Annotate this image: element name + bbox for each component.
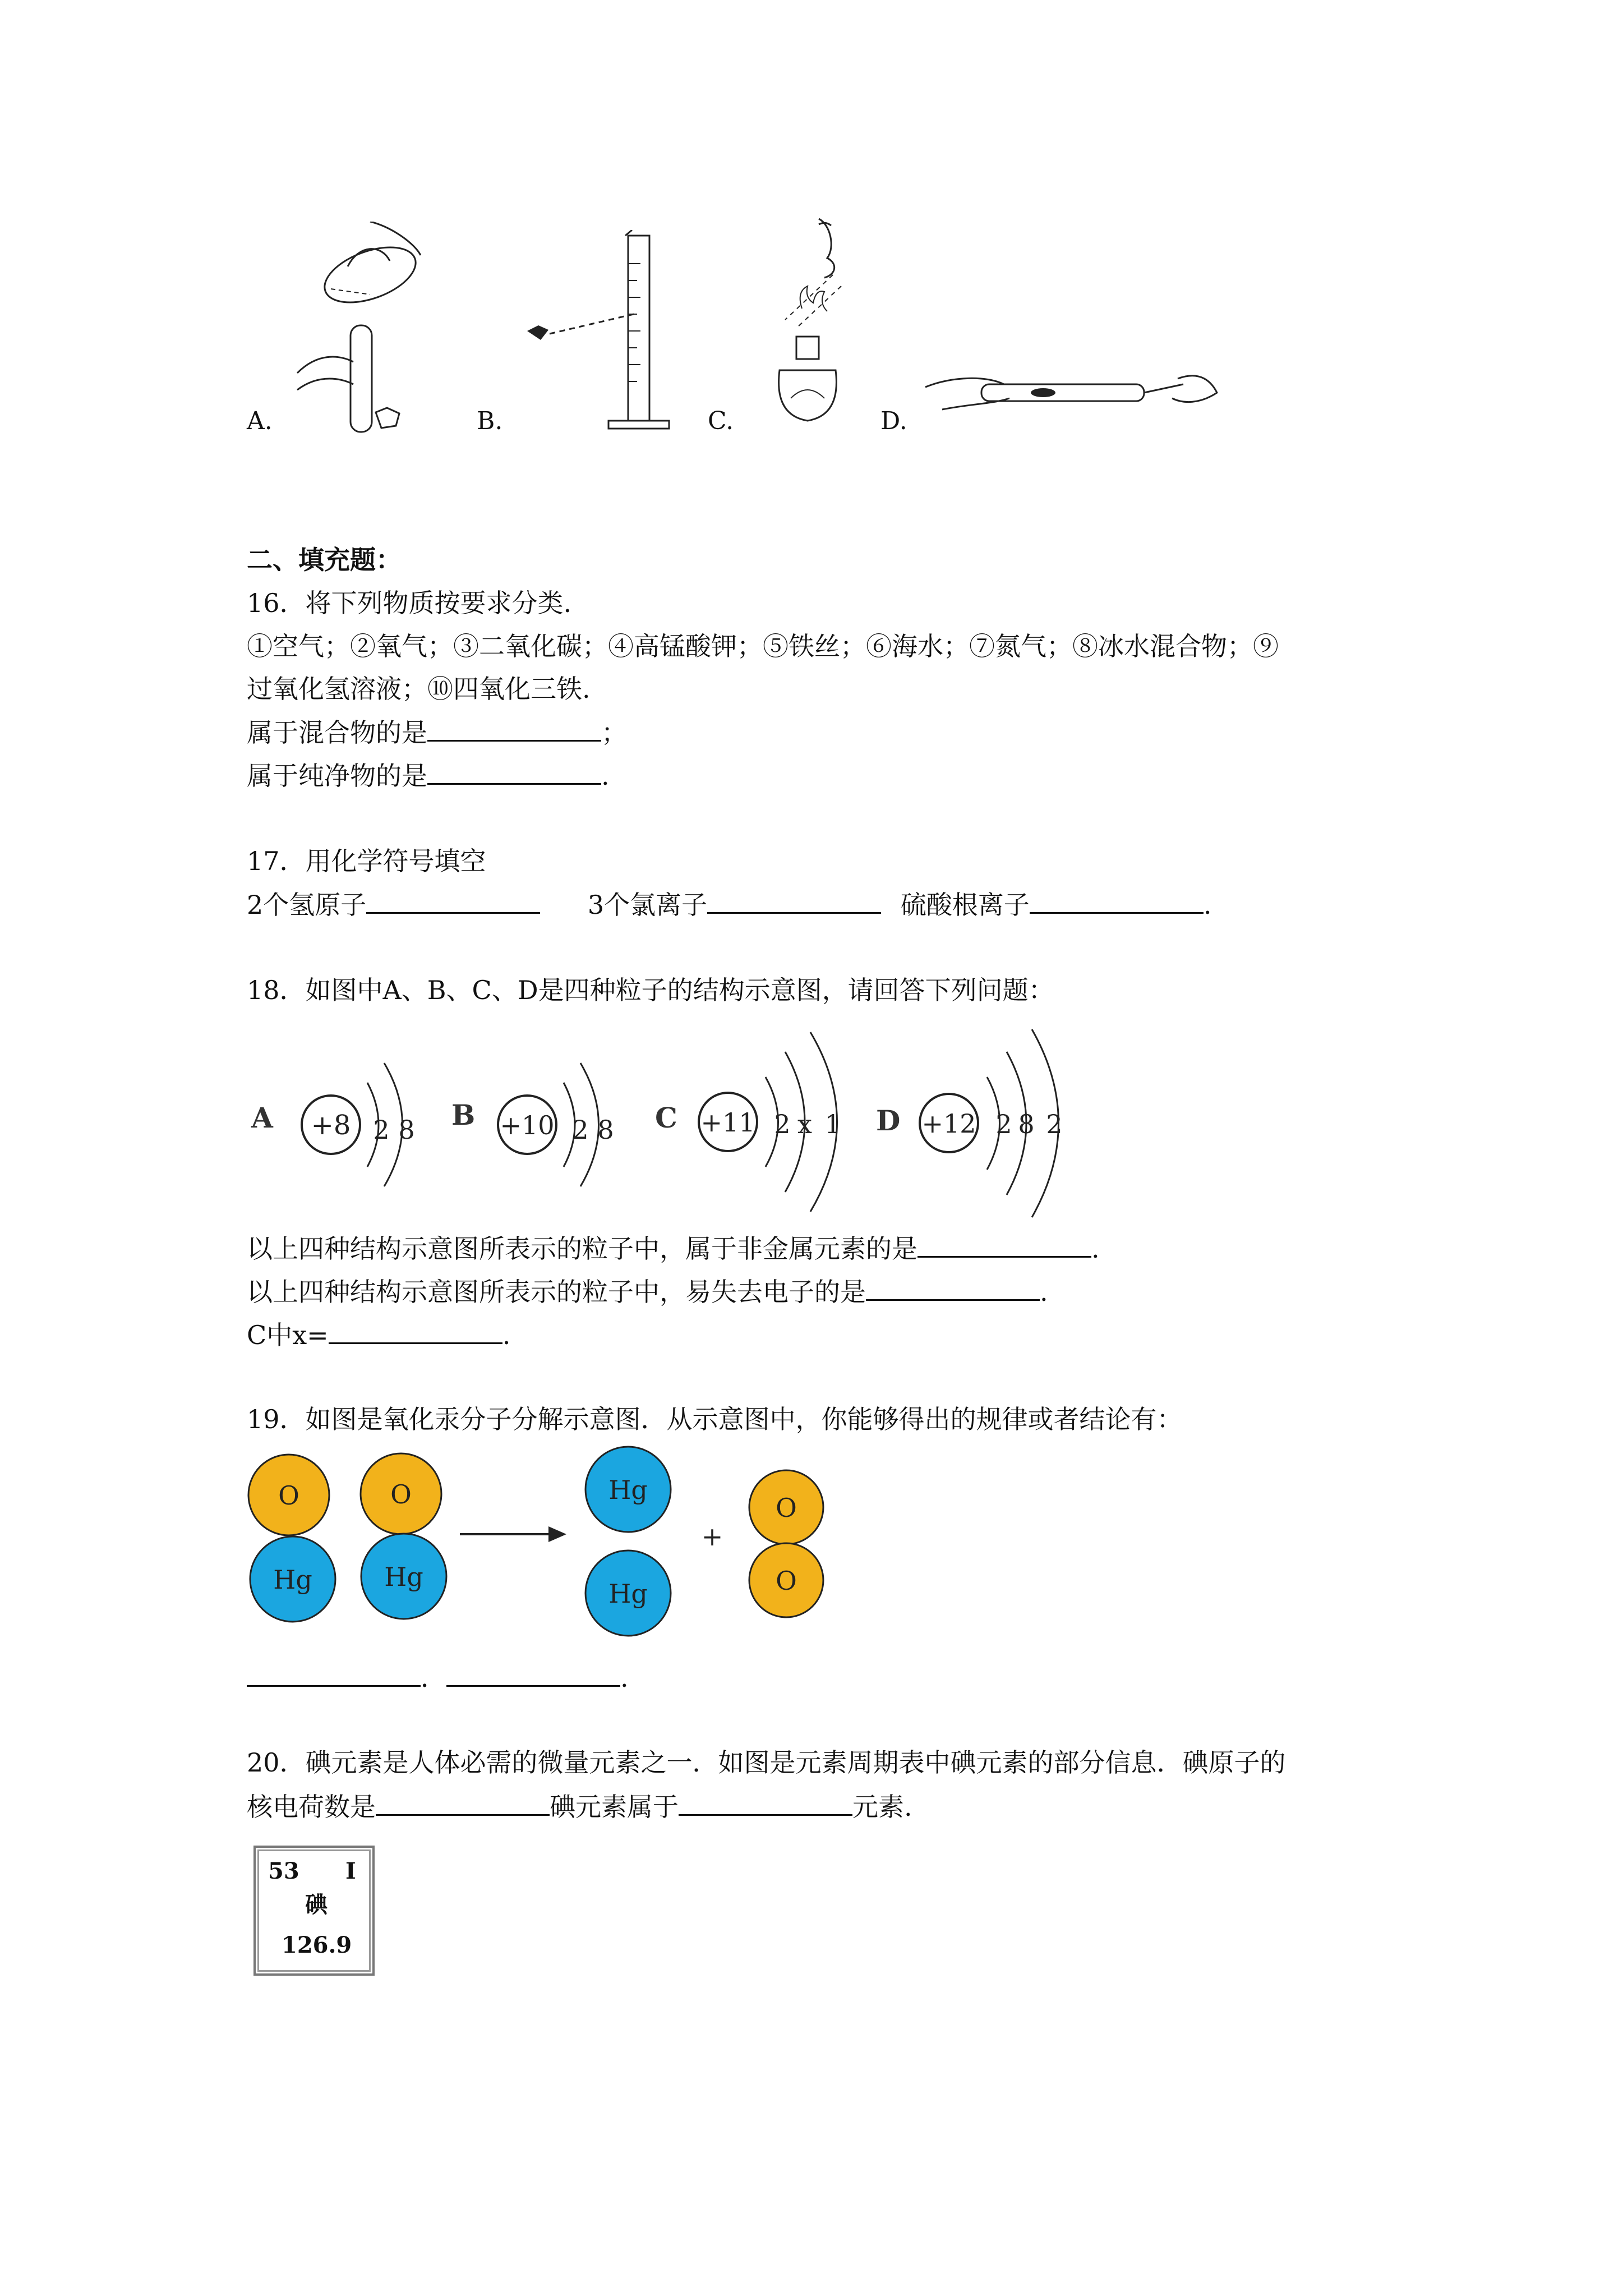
atom-c-shell-2-count: x (797, 1109, 812, 1139)
atom-d-shell-2-count: 8 (1018, 1109, 1035, 1139)
q18-stem: 18．如图中A、B、C、D是四种粒子的结构示意图，请回答下列问题： (247, 975, 1054, 1005)
q16-pure-end: . (601, 761, 610, 791)
iodine-element-card (253, 1846, 375, 1976)
q16-pure-label: 属于纯净物的是 (247, 761, 427, 791)
q16-mixture-row (247, 715, 627, 749)
mercury-atom-label: Hg (608, 1475, 648, 1505)
q18-line3-end: . (502, 1320, 511, 1350)
atom-d-label: D (876, 1104, 901, 1137)
atom-a-shell-2-count: 8 (398, 1115, 415, 1145)
reaction-arrow (460, 1526, 566, 1542)
plus-sign: + (701, 1521, 723, 1552)
q18-line3 (247, 1318, 510, 1352)
section-title: 二、填充题： (247, 545, 402, 575)
option-c-label: C. (708, 407, 734, 435)
q17-part2-label: 3个氯离子 (587, 890, 708, 920)
q18-line3-text: C中x= (247, 1320, 329, 1350)
q18-line2-blank[interactable] (866, 1274, 1040, 1301)
q19-answer-blank-1[interactable] (247, 1660, 421, 1687)
option-b-label: B. (477, 407, 503, 435)
element-atomic-mass: 126.9 (282, 1932, 352, 1958)
q18-line1-blank[interactable] (917, 1231, 1091, 1258)
atom-c-diagram (655, 1032, 841, 1212)
oxygen-atom-label: O (278, 1480, 299, 1511)
q19-end: . (620, 1663, 629, 1693)
reactant-molecule-1 (248, 1455, 335, 1622)
atom-a-diagram (251, 1063, 415, 1186)
atom-c-nucleus-charge: +11 (700, 1107, 755, 1138)
q20-charge-label: 核电荷数是 (247, 1792, 376, 1822)
atom-d-shell-3-count: 2 (1046, 1109, 1063, 1139)
element-name: 碘 (305, 1892, 328, 1918)
atom-b-nucleus-charge: +10 (500, 1110, 555, 1140)
q16-pure-blank[interactable] (427, 758, 601, 785)
atom-d-shell-1-count: 2 (995, 1109, 1012, 1139)
q17-part1-label: 2个氢原子 (247, 890, 367, 920)
element-symbol: I (345, 1858, 356, 1884)
q17-row (247, 887, 1211, 922)
atom-a-shell-1-count: 2 (373, 1115, 390, 1145)
atom-b-label: B (451, 1098, 476, 1131)
q16-items-line2: 过氧化氢溶液；⑩四氧化三铁. (247, 674, 591, 704)
q18-line2 (247, 1274, 1048, 1309)
atom-b-diagram (451, 1063, 614, 1186)
product-mercury-atoms (585, 1447, 671, 1636)
q20-stem-line1: 20．碘元素是人体必需的微量元素之一．如图是元素周期表中碘元素的部分信息．碘原子的 (247, 1747, 1286, 1778)
q16-pure-row (247, 758, 610, 793)
reactant-molecule-2 (361, 1453, 446, 1619)
option-d-label: D. (880, 407, 907, 435)
q19-stem: 19．如图是氧化汞分子分解示意图．从示意图中，你能够得出的规律或者结论有： (247, 1404, 1183, 1434)
option-a-label: A. (247, 407, 273, 435)
q18-line2-text: 以上四种结构示意图所表示的粒子中，易失去电子的是 (247, 1277, 866, 1307)
q17-part3-label: 硫酸根离子 (900, 890, 1030, 920)
atom-c-shell-3-count: 1 (824, 1109, 841, 1139)
mercury-atom-label: Hg (384, 1562, 423, 1592)
atom-c-label: C (655, 1101, 677, 1134)
q17-stem: 17．用化学符号填空 (247, 846, 486, 876)
mercury-atom-label: Hg (608, 1579, 648, 1609)
q19-answer-blank-2[interactable] (446, 1660, 620, 1687)
oxygen-atom-label: O (776, 1493, 797, 1523)
figure-c-illustration (746, 213, 892, 438)
q18-line3-blank[interactable] (329, 1318, 502, 1344)
q20-type-label: 碘元素属于 (550, 1792, 679, 1822)
mercury-oxide-decomposition-diagram (241, 1444, 858, 1646)
figure-b-illustration (516, 230, 684, 438)
q16-mixture-end: ； (601, 717, 627, 748)
q18-line1-end: . (1091, 1234, 1100, 1264)
q18-line1-text: 以上四种结构示意图所表示的粒子中，属于非金属元素的是 (247, 1234, 917, 1264)
atom-d-diagram (876, 1029, 1063, 1217)
q20-type-end: 元素. (852, 1792, 912, 1822)
element-atomic-number: 53 (268, 1858, 299, 1884)
q16-stem: 16．将下列物质按要求分类. (247, 588, 572, 618)
q17-end: . (1203, 890, 1212, 920)
q18-line2-end: . (1040, 1277, 1048, 1307)
atom-b-shell-1-count: 2 (572, 1115, 589, 1145)
q19-separator: ． (421, 1663, 446, 1693)
q20-stem-line2 (247, 1789, 912, 1824)
mercury-atom-label: Hg (273, 1565, 312, 1595)
atom-structure-diagrams (241, 1021, 1116, 1234)
oxygen-atom-label: O (390, 1479, 412, 1510)
atom-d-nucleus-charge: +12 (921, 1108, 976, 1139)
q17-part1-blank[interactable] (366, 887, 540, 914)
q16-mixture-label: 属于混合物的是 (247, 717, 427, 748)
q16-items-line1: ①空气；②氧气；③二氧化碳；④高锰酸钾；⑤铁丝；⑥海水；⑦氮气；⑧冰水混合物；⑨ (247, 631, 1279, 661)
product-oxygen-molecule (749, 1470, 823, 1617)
q16-mixture-blank[interactable] (427, 715, 601, 742)
figure-d-illustration (920, 353, 1223, 432)
figure-a-illustration (286, 222, 426, 440)
atom-b-shell-2-count: 8 (597, 1115, 614, 1145)
atom-c-shell-1-count: 2 (774, 1109, 791, 1139)
atom-a-nucleus-charge: +8 (311, 1110, 351, 1141)
q18-line1 (247, 1231, 1100, 1266)
q19-answer-row (247, 1660, 629, 1695)
atom-a-label: A (251, 1101, 273, 1134)
q20-charge-blank[interactable] (376, 1789, 550, 1816)
q20-type-blank[interactable] (679, 1789, 852, 1816)
q17-part3-blank[interactable] (1030, 887, 1204, 914)
oxygen-atom-label: O (776, 1566, 797, 1596)
q17-part2-blank[interactable] (707, 887, 881, 914)
